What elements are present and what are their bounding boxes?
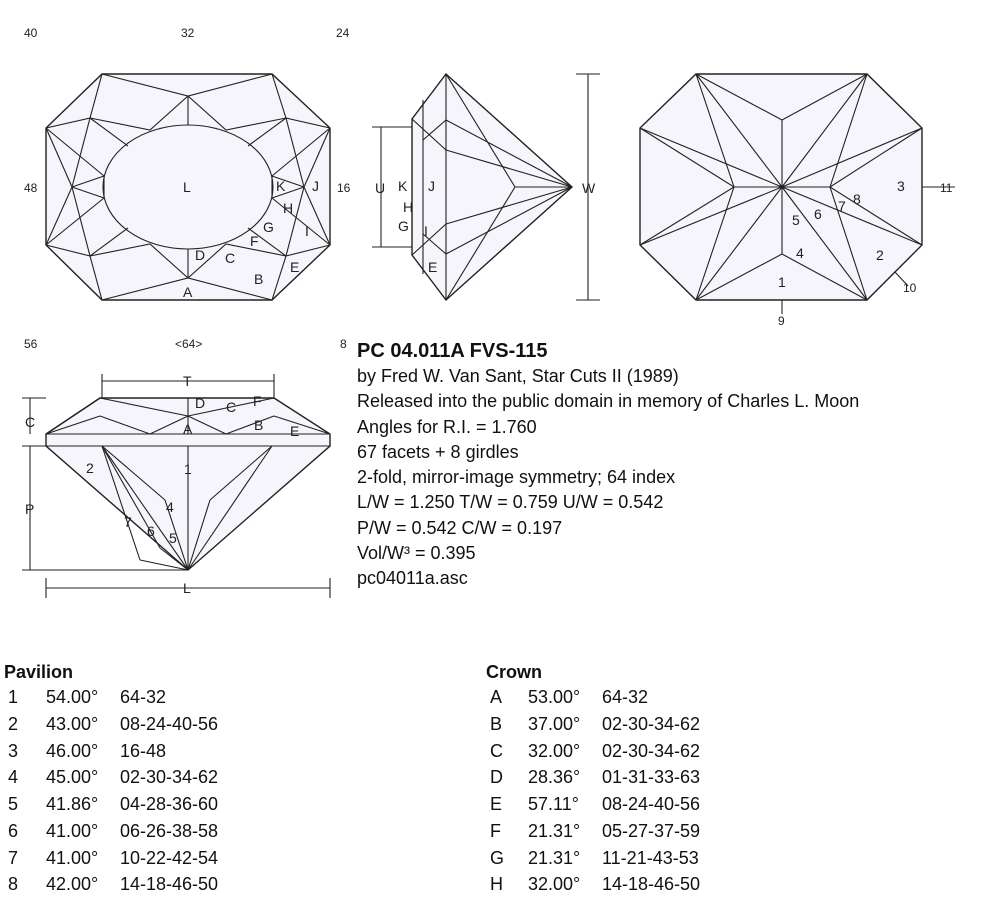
facet-id: 3 (8, 740, 19, 761)
facet-label: I (424, 223, 428, 239)
info-line: 67 facets + 8 girdles (357, 441, 519, 462)
facet-label: C (226, 399, 237, 415)
facet-label: D (195, 247, 206, 263)
table-row (486, 818, 701, 845)
facet-label: F (250, 233, 259, 249)
facet-id: 6 (8, 820, 19, 841)
info-line: P/W = 0.542 C/W = 0.197 (357, 517, 563, 538)
facet-id: C (490, 740, 503, 761)
index-label: 40 (24, 26, 38, 40)
facet-label: P (25, 501, 35, 517)
facet-label: 8 (853, 191, 861, 207)
facet-id: A (490, 687, 503, 707)
facet-label: E (290, 423, 300, 439)
profile-view (22, 374, 330, 598)
facet-label: F (253, 393, 262, 409)
facet-angle: 32.00° (528, 740, 581, 761)
pavilion-view (640, 74, 955, 314)
facet-id: H (490, 874, 503, 895)
facet-label: 2 (876, 247, 884, 263)
facet-index: 06-26-38-58 (120, 820, 219, 841)
index-label: 16 (337, 181, 351, 195)
facet-index: 05-27-37-59 (602, 820, 701, 841)
index-label: 24 (336, 26, 350, 40)
facet-index: 02-30-34-62 (120, 767, 219, 788)
info-line: Vol/W³ = 0.395 (357, 543, 476, 564)
facet-label: 4 (796, 245, 804, 261)
info-line: pc04011a.asc (357, 568, 468, 589)
facet-label: U (375, 180, 386, 196)
facet-id: B (490, 713, 503, 734)
facet-index: 08-24-40-56 (120, 713, 219, 734)
table-row (4, 684, 167, 711)
facet-angle: 21.31° (528, 820, 581, 841)
facet-label: D (195, 395, 206, 411)
facet-angle: 42.00° (46, 874, 99, 895)
facet-id: 7 (8, 847, 19, 868)
facet-index: 08-24-40-56 (602, 794, 701, 814)
facet-angle: 43.00° (46, 713, 99, 734)
facet-label: 1 (184, 461, 192, 477)
facet-label: E (290, 259, 300, 275)
facet-id: 2 (8, 713, 19, 734)
facet-index: 16-48 (120, 740, 167, 761)
index-label: 11 (940, 181, 953, 195)
facet-label: 2 (86, 460, 94, 476)
table-row (486, 711, 701, 738)
facet-label: L (183, 179, 191, 195)
facet-angle: 53.00° (528, 687, 581, 707)
facet-angle: 57.11° (528, 794, 579, 814)
facet-index: 01-31-33-63 (602, 767, 701, 788)
facet-id: G (490, 847, 505, 868)
facet-label: C (25, 414, 36, 430)
info-line: Angles for R.I. = 1.760 (357, 416, 537, 437)
facet-id: F (490, 820, 501, 841)
facet-id: E (490, 794, 503, 814)
facet-index: 02-30-34-62 (602, 713, 701, 734)
table-row (486, 791, 701, 818)
facet-index: 10-22-42-54 (120, 847, 219, 868)
info-line: Released into the public domain in memory of Charles L. Moon (357, 391, 860, 412)
facet-label: B (254, 417, 264, 433)
info-line: L/W = 1.250 T/W = 0.759 U/W = 0.542 (357, 492, 664, 513)
facet-label: H (403, 199, 414, 215)
facet-label: I (305, 223, 309, 239)
facet-label: 3 (897, 178, 905, 194)
pavilion-heading: Pavilion (4, 662, 74, 682)
facet-label: L (183, 580, 191, 596)
design-info (357, 338, 957, 592)
table-row (486, 738, 701, 765)
facet-label: K (398, 178, 408, 194)
index-label: 32 (181, 26, 195, 40)
info-line: by Fred W. Van Sant, Star Cuts II (1989) (357, 366, 679, 386)
facet-angle: 41.86° (46, 794, 99, 814)
index-label: <64> (175, 337, 203, 351)
facet-label: 7 (838, 198, 846, 214)
table-row (4, 871, 219, 898)
facet-angle: 41.00° (46, 847, 99, 868)
facet-label: A (183, 284, 193, 300)
table-row (4, 845, 219, 872)
table-row (4, 738, 167, 765)
facet-index: 02-30-34-62 (602, 740, 701, 761)
facet-label: T (183, 373, 192, 389)
index-label: 10 (903, 281, 917, 295)
facet-angle: 41.00° (46, 820, 99, 841)
index-label: 8 (340, 337, 347, 351)
facet-angle: 32.00° (528, 874, 581, 895)
table-row (486, 871, 701, 898)
index-label: 56 (24, 337, 38, 351)
facet-angle: 54.00° (46, 687, 99, 707)
facet-label: G (263, 219, 274, 235)
facet-label: 5 (169, 530, 177, 546)
table-row (486, 764, 701, 791)
facet-label: 6 (147, 523, 155, 539)
table-row (4, 791, 219, 818)
table-row (4, 764, 219, 791)
table-row (486, 845, 699, 872)
facet-label: 7 (124, 514, 132, 530)
facet-angle: 21.31° (528, 847, 581, 868)
facet-id: 5 (8, 794, 19, 814)
facet-id: D (490, 767, 503, 788)
facet-label: W (582, 180, 596, 196)
crown-table (486, 660, 701, 898)
facet-index: 14-18-46-50 (602, 874, 701, 895)
facet-label: 6 (814, 206, 822, 222)
table-row (4, 711, 219, 738)
facet-label: K (276, 178, 286, 194)
table-row (4, 818, 219, 845)
facet-label: 1 (778, 274, 786, 290)
facet-label: B (254, 271, 264, 287)
facet-label: C (225, 250, 236, 266)
facet-label: 4 (166, 499, 174, 515)
facet-label: J (312, 178, 319, 194)
facet-angle: 45.00° (46, 767, 99, 788)
table-row (486, 684, 649, 711)
info-line: 2-fold, mirror-image symmetry; 64 index (357, 467, 676, 488)
index-label: 48 (24, 181, 38, 195)
facet-id: 4 (8, 767, 19, 788)
facet-label: G (398, 218, 409, 234)
pavilion-table (4, 660, 219, 898)
facet-label: A (183, 421, 193, 437)
facet-angle: 37.00° (528, 713, 581, 734)
facet-label: 5 (792, 212, 800, 228)
crown-heading: Crown (486, 662, 542, 682)
facet-id: 8 (8, 874, 19, 895)
facet-index: 14-18-46-50 (120, 874, 219, 895)
index-label: 9 (778, 314, 785, 328)
facet-index: 04-28-36-60 (120, 794, 219, 814)
facet-index: 64-32 (120, 687, 167, 707)
design-title: PC 04.011A FVS-115 (357, 340, 548, 362)
facet-label: H (283, 200, 294, 216)
facet-label: J (428, 178, 435, 194)
facet-angle: 46.00° (46, 740, 99, 761)
facet-label: E (428, 259, 438, 275)
facet-index: 64-32 (602, 687, 649, 707)
facet-angle: 28.36° (528, 767, 581, 788)
facet-index: 11-21-43-53 (602, 847, 699, 868)
facet-id: 1 (8, 687, 19, 707)
